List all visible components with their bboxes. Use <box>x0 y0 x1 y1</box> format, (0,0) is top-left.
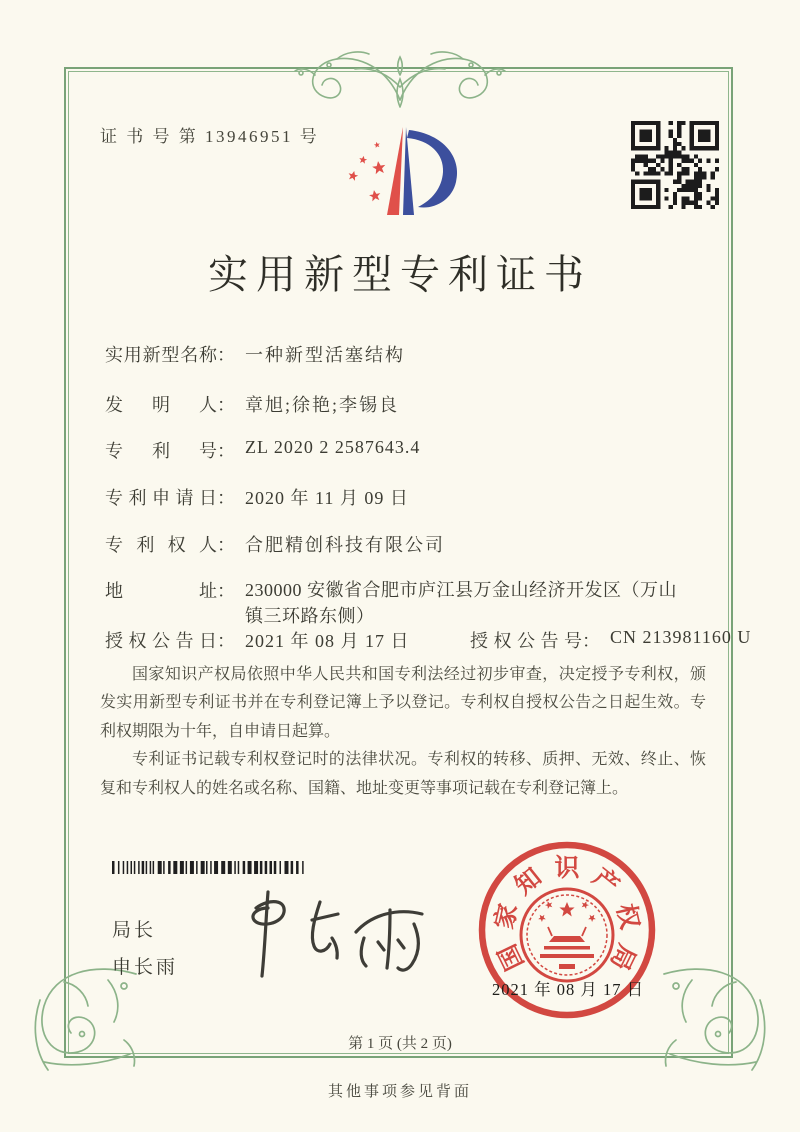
field-label: 专利权人 <box>105 535 217 555</box>
field-colon: ： <box>217 535 235 555</box>
svg-text:产: 产 <box>587 863 624 901</box>
signer-name: 申长雨 <box>112 957 179 978</box>
field-value: ZL 2020 2 2587643.4 <box>245 437 421 457</box>
field-colon: ： <box>217 345 235 365</box>
logo-red-wedge <box>387 127 403 215</box>
field-grant-number <box>470 627 751 653</box>
field-colon: ： <box>217 581 235 601</box>
field-label: 授权公告号 <box>470 631 582 651</box>
field-value: 一种新型活塞结构 <box>245 345 405 365</box>
svg-text:局: 局 <box>604 939 640 975</box>
legal-paragraph-1: 国家知识产权局依照中华人民共和国专利法经过初步审查，决定授予专利权，颁发实用新型专利证书并在专利登记簿上予以登记。专利权自授权公告之日起生效。专利权期限为十年，自申请日起算。 <box>100 666 706 740</box>
certificate-title: 实用新型专利证书 <box>208 252 592 297</box>
barcode <box>112 861 310 874</box>
field-patentee <box>105 531 445 557</box>
svg-text:权: 权 <box>611 901 643 932</box>
field-value: 合肥精创科技有限公司 <box>245 535 445 555</box>
field-grant-date <box>105 627 410 653</box>
commissioner-signature <box>228 880 438 990</box>
qr-code <box>631 121 719 209</box>
field-value: CN 213981160 U <box>610 627 752 647</box>
signer-title: 局长 <box>112 920 157 941</box>
svg-text:家: 家 <box>491 901 523 932</box>
field-utility-model-name <box>105 341 405 367</box>
svg-text:知: 知 <box>510 863 547 901</box>
field-address <box>105 577 683 629</box>
field-label: 专利号 <box>105 441 217 461</box>
legal-paragraph-2: 专利证书记载专利权登记时的法律状况。专利权的转移、质押、无效、终止、恢复和专利权人的姓名或名称、国籍、地址变更等事项记载在专利登记簿上。 <box>100 751 706 797</box>
back-side-note: 其他事项参见背面 <box>327 1084 472 1100</box>
field-colon: ： <box>217 631 235 651</box>
certificate-number: 证 书 号 第 13946951 号 <box>100 127 320 146</box>
seal-date: 2021 年 08 月 17 日 <box>491 980 645 999</box>
field-filing-date <box>105 484 409 510</box>
page-number: 第 1 页 (共 2 页) <box>348 1036 452 1052</box>
field-label: 专利申请日 <box>105 488 217 508</box>
svg-text:识: 识 <box>554 855 580 882</box>
field-label: 实用新型名称 <box>105 345 217 365</box>
field-colon: ： <box>217 395 235 415</box>
field-value: 章旭;徐艳;李锡良 <box>245 395 400 415</box>
signer-block <box>112 912 178 986</box>
logo-blue-wedge <box>403 127 414 215</box>
legal-text <box>100 661 706 803</box>
field-value: 230000 安徽省合肥市庐江县万金山经济开发区（万山镇三环路东侧） <box>245 580 677 626</box>
field-value: 2020 年 11 月 09 日 <box>245 488 409 508</box>
cnipa-logo <box>336 110 486 225</box>
field-patent-number <box>105 437 420 463</box>
field-label: 发明人 <box>105 395 217 415</box>
field-value: 2021 年 08 月 17 日 <box>245 631 410 651</box>
field-inventors <box>105 391 399 417</box>
svg-text:国: 国 <box>494 939 530 975</box>
field-label: 地址 <box>105 581 217 601</box>
seal-national-emblem <box>521 889 613 981</box>
field-colon: ： <box>217 488 235 508</box>
field-label: 授权公告日 <box>105 631 217 651</box>
field-colon: ： <box>582 631 600 651</box>
logo-stars <box>347 141 386 202</box>
logo-blue-bowl <box>407 130 457 208</box>
field-colon: ： <box>217 441 235 461</box>
